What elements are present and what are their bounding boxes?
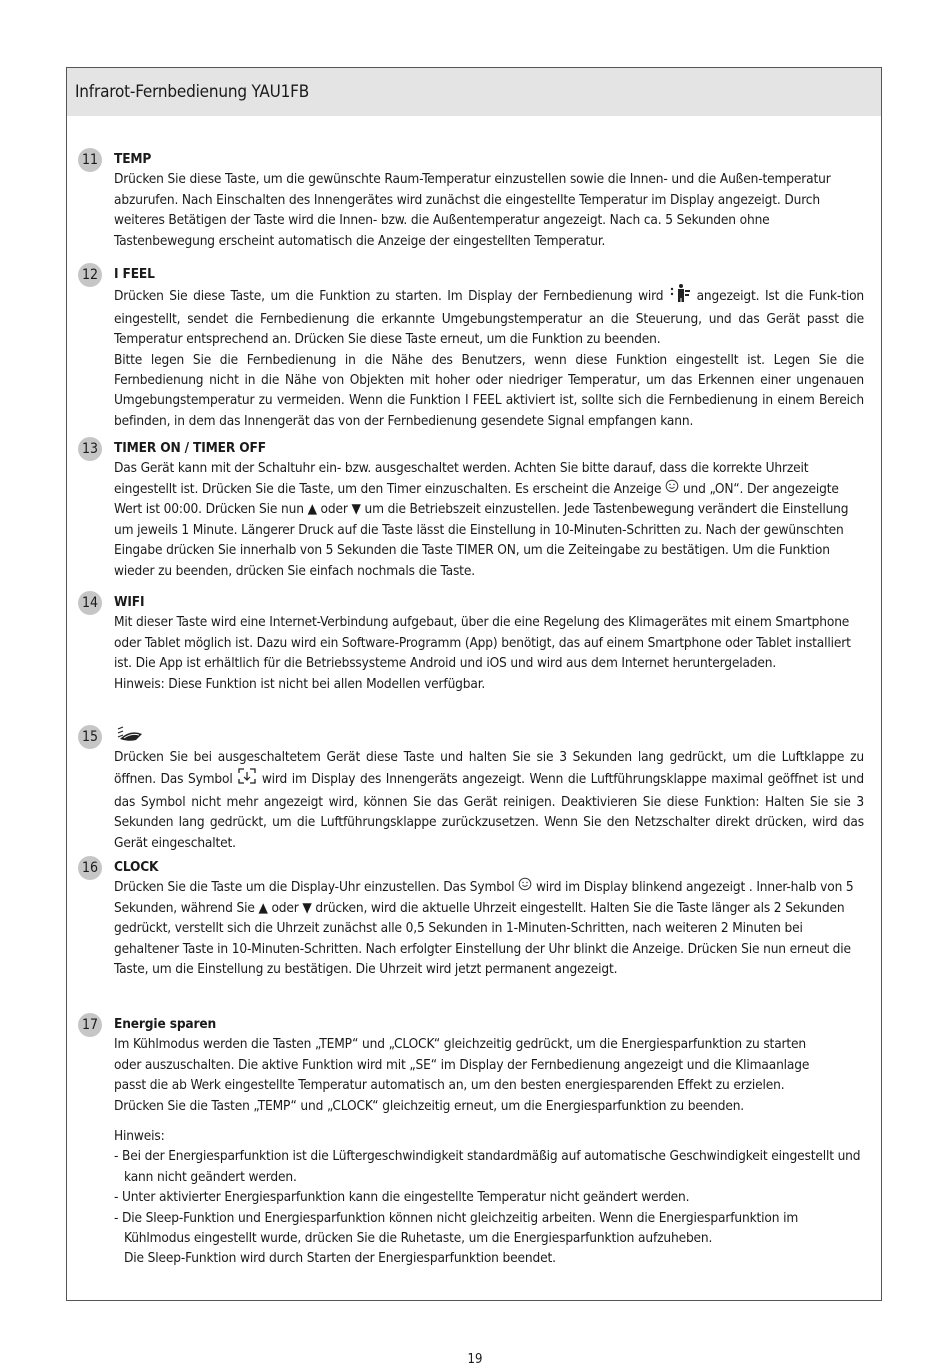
section-text: Drücken Sie bei ausgeschaltetem Gerät diese Taste und halten Sie sie 3 Sekunden lang gedrückt, um die Luftklappe zu öffnen. Das Symbol [114,749,864,788]
clean-icon [114,725,864,747]
section-text: Das Gerät kann mit der Schaltuhr ein- bzw. ausgeschaltet werden. Achten Sie bitte darauf, dass die korrekte Uhrzeit eingestellt ist. Drücken Sie die Taste, um den Timer einzuschalten. Es erscheint die Anzeige [114,460,809,498]
note-item: Die Sleep-Funktion wird durch Starten der Energiesparfunktion beendet. [124,1250,556,1267]
section-number-badge: 12 [78,263,102,287]
section-number-badge: 13 [78,437,102,461]
section-text: Mit dieser Taste wird eine Internet-Verbindung aufgebaut, über die eine Regelung des Klimagerätes mit einem Smartphone oder Tablet möglich ist. Dazu wird ein Software-Programm (App) benötigt, das auf einem Smartphone oder Tablet installiert ist. Die App ist erhältlich für die Betriebssysteme Android und iOS und wird aus dem Internet heruntergeladen. [114,614,851,672]
page-header [67,68,881,116]
flap-symbol-icon [237,767,257,791]
section-number-badge: 11 [78,148,102,172]
section-number-badge: 15 [78,725,102,749]
section-text: wird im Display blinkend angezeigt . Inner-halb von 5 Sekunden, während Sie ▲ oder ▼ drücken, wird die aktuelle Uhrzeit eingestellt. Halten Sie die Taste länger als 2 Sekunden gedrückt, verstellt sich die Uhrzeit zunächst alle 0,5 Sekunden in 1-Minuten-Schritten, nach weiteren 2 Minuten bei gehaltener Taste in 10-Minuten-Schritten. Nach erfolgter Einstellung der Uhr blinkt die Anzeige. Drücken Sie nun erneut die Taste, um die Einstellung zu bestätigen. Die Uhrzeit wird jetzt permanent angezeigt. [114,879,854,978]
section-title: I FEEL [114,266,155,282]
content-frame [66,67,882,1301]
note-title: Hinweis: [114,1128,165,1145]
section-title: TEMP [114,151,152,167]
section-text: Im Kühlmodus werden die Tasten „TEMP“ und „CLOCK“ gleichzeitig gedrückt, um die Energiesparfunktion zu starten oder auszuschalten. Die aktive Funktion wird mit „SE“ im Display der Fernbedienung angezeigt und die Klimaanlage passt die ab Werk eingestellte Temperatur automatisch an, um den besten energiesparenden Effekt zu erzielen. Drücken Sie die Tasten „TEMP“ und „CLOCK“ gleichzeitig erneut, um die Energiesparfunktion zu beenden. [114,1036,810,1114]
section-text: angezeigt. Ist die Funk-tion eingestellt, sendet die Fernbedienung die erkannte Umgebungstemperatur an die Steuerung, und das Gerät passt die Temperatur entsprechend an. Drücken Sie diese Taste erneut, um die Funktion zu beenden. [114,288,865,348]
note-item: - Unter aktivierter Energiesparfunktion kann die eingestellte Temperatur nicht geändert werden. [114,1189,690,1206]
clock-icon [518,877,532,897]
section-number-badge: 17 [78,1013,102,1037]
section-text: Hinweis: Diese Funktion ist nicht bei allen Modellen verfügbar. [114,675,486,692]
section-title: Energie sparen [114,1016,217,1032]
section-text: Drücken Sie diese Taste, um die gewünschte Raum-Temperatur einzustellen sowie die Innen- und die Außen-temperatur abzurufen. Nach Einschalten des Innengerätes wird zunächst die eingestellte Temperatur im Display angezeigt. Durch weiteres Betätigen der Taste wird die Innen- bzw. die Außentemperatur angezeigt. Nach ca. 5 Sekunden ohne Tastenbewegung erscheint automatisch die Anzeige der eingestellten Temperatur. [114,171,831,249]
note-item: - Bei der Energiesparfunktion ist die Lüftergeschwindigkeit standardmäßig auf automatische Geschwindigkeit eingestellt und kann nicht geändert werden. [114,1148,861,1185]
page-number: 19 [467,1352,483,1367]
note-item: - Die Sleep-Funktion und Energiesparfunktion können nicht gleichzeitig arbeiten. Wenn die Energiesparfunktion im Kühlmodus eingestellt wurde, drücken Sie die Ruhetaste, um die Energiesparfunktion aufzuheben. [114,1209,799,1247]
section-text: Drücken Sie die Taste um die Display-Uhr einzustellen. Das Symbol [114,879,515,896]
section-text: Bitte legen Sie die Fernbedienung in die Nähe des Benutzers, wenn diese Funktion eingestellt ist. Legen Sie die Fernbedienung nicht in die Nähe von Objekten mit hoher oder niedriger Temperatur, um das Erkennen einer ungenauen Umgebungstemperatur zu vermeiden. Wenn die Funktion I FEEL aktiviert ist, sollte sich die Fernbedienung in einem Bereich befinden, in dem das Innengerät das von der Fernbedienung gesendete Signal empfangen kann. [114,351,864,429]
section-number-badge: 14 [78,591,102,615]
section-title: CLOCK [114,859,159,875]
i-feel-icon [669,284,691,308]
section-text: wird im Display des Innengeräts angezeigt. Wenn die Luftführungsklappe maximal geöffnet ist und das Symbol nicht mehr angezeigt wird, können Sie das Gerät reinigen. Deaktivieren Sie diese Funktion: Halten Sie sie 3 Sekunden lang gedrückt, um die Luftführungsklappe zurückzusetzen. Wenn Sie den Netzschalter direkt drücken, wird das Gerät eingeschaltet. [114,771,864,851]
section-title: WIFI [114,594,145,610]
section-text: und „ON“. Der angezeigte Wert ist 00:00. Drücken Sie nun ▲ oder ▼ um die Betriebszeit einzustellen. Jede Tastenbewegung verändert die Einstellung um jeweils 1 Minute. Längerer Druck auf die Taste lässt die Einstellung in 10-Minuten-Schritten zu. Nach der gewünschten Eingabe drücken Sie innerhalb von 5 Sekunden die Taste TIMER ON, um die Zeiteingabe zu bestätigen. Um die Funktion wieder zu beenden, drücken Sie einfach nochmals die Taste. [114,481,849,579]
section-number-badge: 16 [78,856,102,880]
clock-icon [665,479,679,499]
section-text: Drücken Sie diese Taste, um die Funktion zu starten. Im Display der Fernbedienung wird [114,288,664,305]
page-title: Infrarot-Fernbedienung YAU1FB [75,82,310,102]
section-title: TIMER ON / TIMER OFF [114,440,266,456]
